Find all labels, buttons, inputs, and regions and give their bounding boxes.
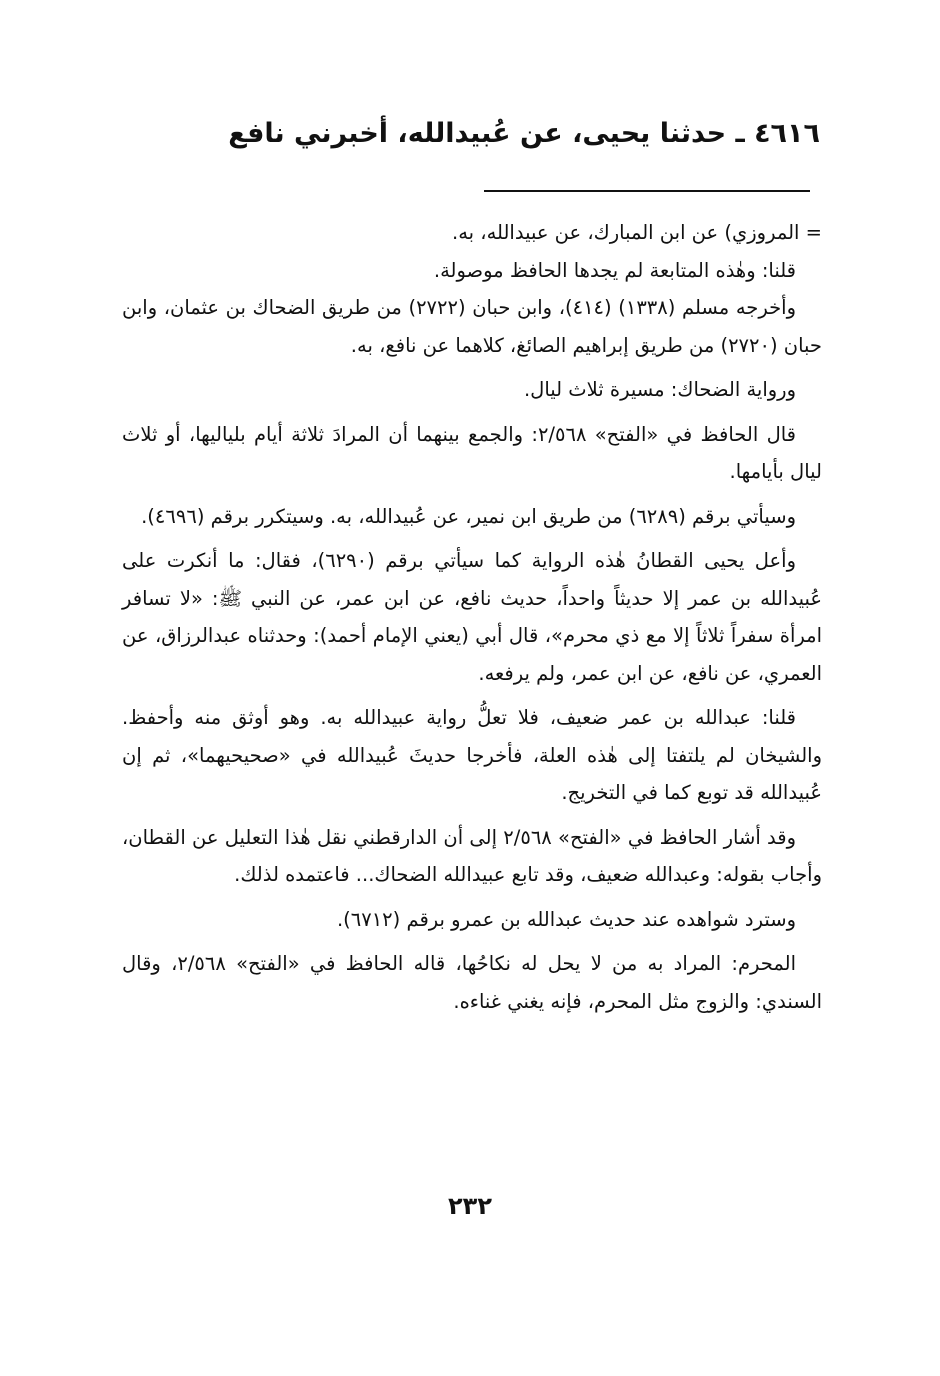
footnote-paragraph: قلنا: وهٰذه المتابعة لم يجدها الحافظ موصولة. — [433, 258, 796, 282]
hadith-heading: ٤٦١٦ ـ حدثنا يحيى، عن عُبيدالله، أخبرني نافع — [228, 118, 820, 149]
footnote-paragraph: قال الحافظ في «الفتح» ٢/٥٦٨: والجمع بينهما أن المرادَ ثلاثة أيام بلياليها، أو ثلاث ليال بأيامها. — [122, 422, 822, 483]
footnote-paragraph: وقد أشار الحافظ في «الفتح» ٢/٥٦٨ إلى أن الدارقطني نقل هٰذا التعليل عن القطان، وأجاب بقوله: وعبدالله ضعيف، وقد تابع عبيدالله الضحاك... فاعتمده لذلك. — [122, 825, 822, 886]
footnote-paragraph: ورواية الضحاك: مسيرة ثلاث ليال. — [523, 378, 796, 401]
footnote-paragraph: وأخرجه مسلم (١٣٣٨) (٤١٤)، وابن حبان (٢٧٢٢) من طريق الضحاك بن عثمان، وابن حبان (٢٧٢٠) من طريق إبراهيم الصائغ، كلاهما عن نافع، به. — [122, 296, 822, 357]
footnote-paragraph: وأعل يحيى القطانُ هٰذه الرواية كما سيأتي برقم (٦٢٩٠)، فقال: ما أنكرت على عُبيدالله بن عمر إلا حديثاً واحداً، حديث نافع، عن ابن عمر، عن النبي ﷺ: «لا تسافر امرأة سفراً ثلاثاً إلا مع ذي محرم»، قال أبي (يعني الإمام أحمد): وحدثناه عبدالرزاق، عن العمري، عن نافع، عن ابن عمر، ولم يرفعه. — [122, 549, 822, 685]
footnote-paragraph: المحرم: المراد به من لا يحل له نكاحُها، قاله الحافظ في «الفتح» ٢/٥٦٨، وقال السندي: والزوج مثل المحرم، فإنه يغني غناءه. — [122, 952, 822, 1013]
footnote-paragraph: وسترد شواهده عند حديث عبدالله بن عمرو برقم (٦٧١٢). — [336, 907, 796, 931]
footnote-paragraph: وسيأتي برقم (٦٢٨٩) من طريق ابن نمير، عن عُبيدالله، به. وسيتكرر برقم (٤٦٩٦). — [141, 504, 796, 528]
footnote-continuation: = المروزي) عن ابن المبارك، عن عبيدالله، به. — [452, 221, 822, 244]
footnote-paragraph: قلنا: عبدالله بن عمر ضعيف، فلا تعلُّ رواية عبيدالله به. وهو أوثق منه وأحفظ. والشيخان لم يلتفتا إلى هٰذه العلة، فأخرجا حديثَ عُبيدالله في «صحيحيهما»، ثم إن عُبيدالله قد توبع كما في التخريج. — [122, 706, 822, 804]
footnote-divider — [484, 190, 810, 192]
footnotes-block — [122, 214, 822, 1020]
page-number: ٢٣٢ — [448, 1192, 492, 1220]
